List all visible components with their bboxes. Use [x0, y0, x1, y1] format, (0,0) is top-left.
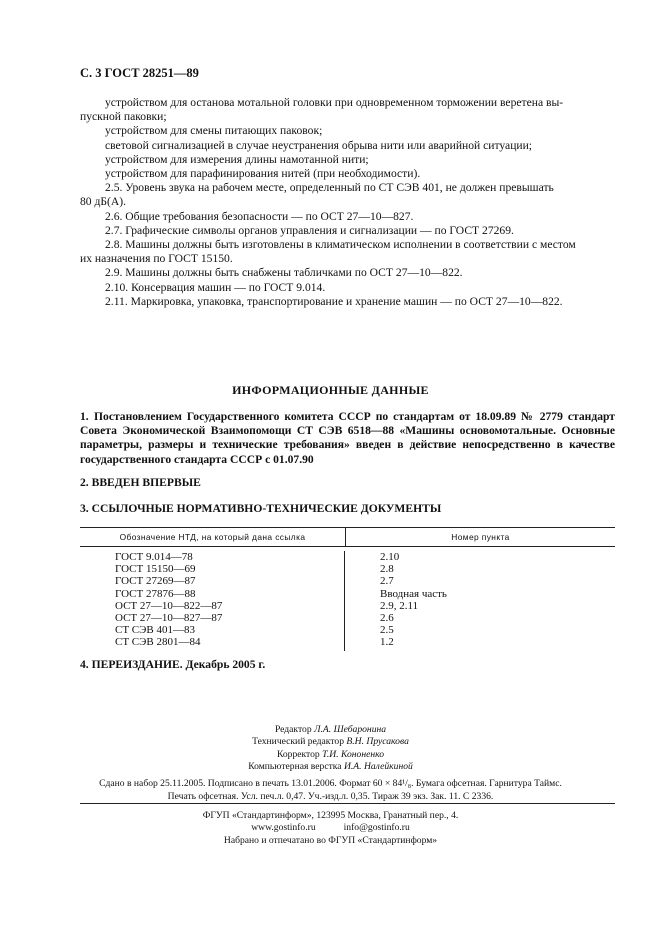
table-cell-item: 2.7: [380, 575, 394, 588]
section-number: 1.: [80, 410, 89, 423]
col2-header: Номер пункта: [451, 532, 510, 542]
table-cell-item: 2.8: [380, 563, 394, 576]
body-line: пускной паковки;: [80, 110, 167, 124]
table-cell-doc: ГОСТ 27876—88: [115, 587, 196, 600]
table-cell-item: 2.10: [380, 551, 400, 563]
info-title: ИНФОРМАЦИОННЫЕ ДАННЫЕ: [232, 383, 429, 397]
body-line: 2.5. Уровень звука на рабочем месте, определенный по СТ СЭВ 401, не должен превышать: [105, 181, 554, 195]
table-cell-doc: СТ СЭВ 401—83: [115, 624, 195, 637]
editor-line: Редактор Л.А. Шебаронина: [274, 724, 387, 735]
table-cell-doc: ОСТ 27—10—827—87: [115, 611, 223, 624]
table-cell-item: Вводная часть: [380, 587, 447, 600]
body-line: устройством для парафинирования нитей (при необходимости).: [105, 167, 421, 181]
table-cell-doc: СТ СЭВ 2801—84: [115, 636, 201, 649]
info-section-2: 2. ВВЕДЕН ВПЕРВЫЕ: [80, 476, 201, 489]
item-column: [345, 551, 615, 651]
credits: [0, 724, 661, 774]
table-cell-doc: ГОСТ 27269—87: [115, 575, 196, 588]
corrector-line: Корректор Т.И. Кононенко: [276, 748, 385, 760]
divider: [80, 803, 615, 804]
doc-column: [80, 551, 345, 651]
imprint-line-1: Сдано в набор 25.11.2005. Подписано в печать 13.01.2006. Формат 60 × 84¹/₈. Бумага офсетная. Гарнитура Таймс.: [99, 778, 562, 789]
body-text: [80, 96, 615, 309]
body-line: устройством для измерения длины намотанной нити;: [105, 152, 369, 166]
info-section-1: [80, 410, 615, 467]
email-link[interactable]: info@gostinfo.ru: [343, 822, 410, 834]
website-link[interactable]: www.gostinfo.ru: [251, 822, 316, 834]
section-1-text: Постановлением Государственного комитета СССР по стандартам от 18.09.89 № 2779 стандарт Совета Экономической Взаимопомощи СТ СЭВ 6518—88 «Машины основомотальные. Основные параметры, размеры и технические требования» введен в действие непосредственно в качестве государственного стандарта СССР с 01.07.90: [80, 410, 615, 466]
imprint-line-2: Печать офсетная. Усл. печ.л. 0,47. Уч.-изд.л. 0,35. Тираж 39 экз. Зак. 11. С 2336.: [167, 791, 494, 803]
body-line: 2.8. Машины должны быть изготовлены в климатическом исполнении в соответствии с местом: [105, 238, 576, 252]
imprint: [0, 777, 661, 804]
body-line: устройством для смены питающих паковок;: [105, 124, 323, 138]
body-line: 2.11. Маркировка, упаковка, транспортирование и хранение машин — по ОСТ 27—10—822.: [105, 294, 563, 308]
info-section-4: 4. ПЕРЕИЗДАНИЕ. Декабрь 2005 г.: [80, 658, 266, 671]
body-line: 2.9. Машины должны быть снабжены табличками по ОСТ 27—10—822.: [105, 266, 463, 280]
body-line: их назначения по ГОСТ 15150.: [80, 252, 233, 266]
table-cell-item: 2.9, 2.11: [380, 599, 419, 612]
reference-table: [80, 527, 615, 651]
table-header: [80, 527, 615, 547]
page-header: С. 3 ГОСТ 28251—89: [80, 66, 199, 80]
publisher-contacts: [0, 822, 661, 834]
table-body: [80, 547, 615, 651]
publisher-printed: Набрано и отпечатано во ФГУП «Стандартинформ»: [223, 834, 438, 846]
body-line: 2.6. Общие требования безопасности — по ОСТ 27—10—827.: [105, 209, 414, 223]
publisher-address: ФГУП «Стандартинформ», 123995 Москва, Гранатный пер., 4.: [202, 810, 459, 821]
table-cell-item: 1.2: [380, 636, 394, 649]
body-line: световой сигнализацией в случае неустранения обрыва нити или аварийной ситуации;: [105, 138, 533, 152]
info-section-3: 3. ССЫЛОЧНЫЕ НОРМАТИВНО-ТЕХНИЧЕСКИЕ ДОКУМЕНТЫ: [80, 502, 442, 515]
table-cell-item: 2.6: [380, 611, 394, 624]
publisher: [0, 810, 661, 847]
tech-editor-line: Технический редактор В.Н. Прусакова: [252, 736, 409, 748]
table-cell-doc: ГОСТ 15150—69: [115, 563, 196, 576]
body-line: устройством для останова мотальной головки при одновременном торможении веретена вы-: [105, 96, 564, 109]
table-cell-doc: ГОСТ 9.014—78: [115, 551, 193, 563]
body-line: 80 дБ(А).: [80, 195, 127, 209]
table-cell-doc: ОСТ 27—10—822—87: [115, 599, 223, 612]
body-line: 2.10. Консервация машин — по ГОСТ 9.014.: [105, 280, 326, 294]
col1-header: Обозначение НТД, на который дана ссылка: [80, 528, 346, 546]
body-line: 2.7. Графические символы органов управления и сигнализации — по ГОСТ 27269.: [105, 223, 514, 237]
table-cell-item: 2.5: [380, 624, 394, 637]
layout-line: Компьютерная верстка И.А. Налейкиной: [248, 761, 413, 773]
